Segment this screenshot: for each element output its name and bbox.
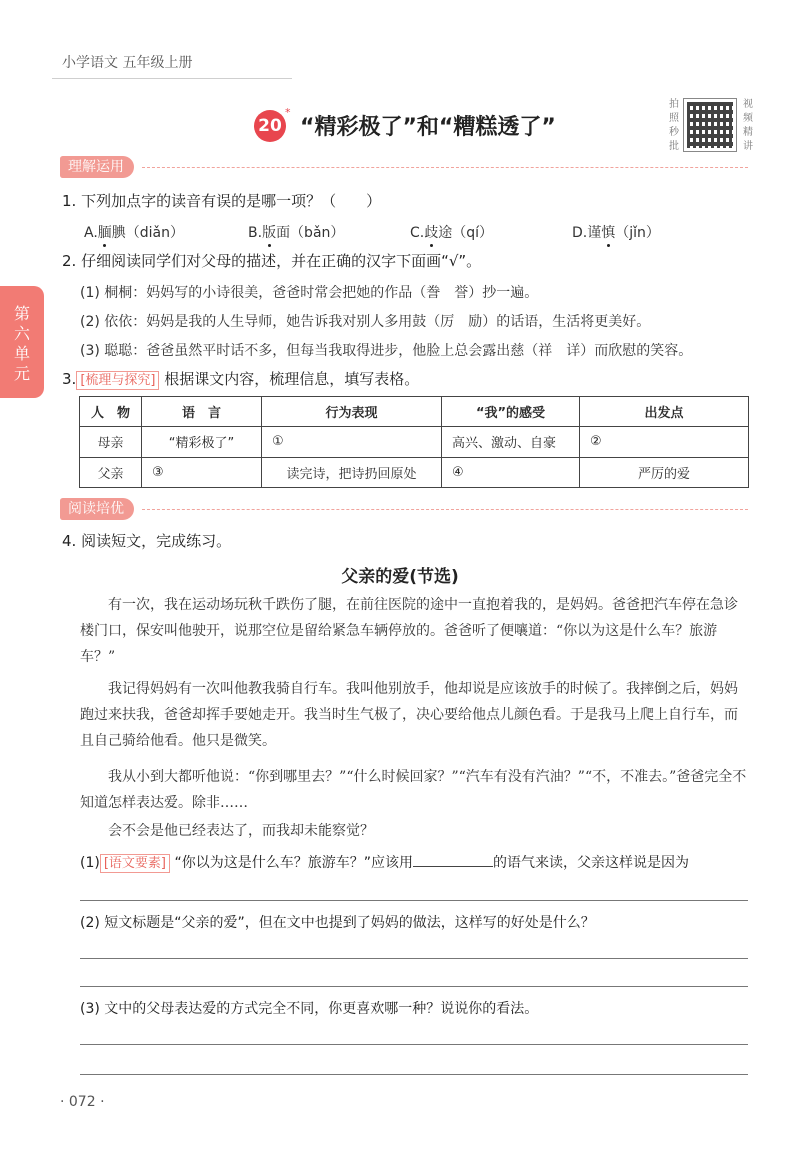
info-table xyxy=(79,396,749,488)
reading-paragraph-2: 我记得妈妈有一次叫他教我骑自行车。我叫他别放手，他却说是应该放手的时候了。我摔倒之后，妈妈跑过来扶我，爸爸却挥手要她走开。我当时生气极了，决心要给他点儿颜色看。于是我马上爬上自行车，而且自己骑给他看。他只是微笑。 xyxy=(80,681,738,749)
q4-sub3: (3) 文中的父母表达爱的方式完全不同，你更喜欢哪一种？说说你的看法。 xyxy=(80,1001,539,1017)
section-tag-reading: 阅读培优 xyxy=(60,498,134,520)
table-answer-cell[interactable]: ③ xyxy=(142,457,262,487)
reading-paragraph-3: 我从小到大都听他说：“你到哪里去？”“什么时候回家？”“汽车有没有汽油？”“不，不准去。”爸爸完全不知道怎样表达爱。除非…… xyxy=(80,769,747,811)
qr-left-label: 拍 照 秒 批 xyxy=(669,99,679,152)
section-divider xyxy=(142,167,748,168)
page-number: · 072 · xyxy=(60,1094,105,1110)
q2-item-1: (1) 桐桐：妈妈写的小诗很美，爸爸时常会把她的作品（誊 誉）抄一遍。 xyxy=(80,285,539,301)
table-answer-cell[interactable]: ① xyxy=(262,427,442,457)
q2-item-2: (2) 依依：妈妈是我的人生导师，她告诉我对别人多用鼓（厉 励）的话语，生活将更美好。 xyxy=(80,314,651,330)
q2-item-3: (3) 聪聪：爸爸虽然平时话不多，但每当我取得进步，他脸上总会露出慈（祥 详）而欣慰的笑容。 xyxy=(80,343,693,359)
lesson-number-badge: 20 xyxy=(254,110,286,142)
table-header-row: 人 物 语 言 行为表现 “我”的感受 出发点 xyxy=(80,397,749,427)
q4-stem: 4. 阅读短文，完成练习。 xyxy=(62,532,232,550)
header-divider xyxy=(52,78,292,79)
answer-line[interactable] xyxy=(80,986,748,987)
answer-line[interactable] xyxy=(80,1074,748,1075)
q4-sub2: (2) 短文标题是“父亲的爱”，但在文中也提到了妈妈的做法，这样写的好处是什么？ xyxy=(80,915,595,931)
reading-title: 父亲的爱(节选) xyxy=(341,567,459,587)
answer-line[interactable] xyxy=(80,900,748,901)
section-tag-understanding: 理解运用 xyxy=(60,156,134,178)
q2-stem: 2. 仔细阅读同学们对父母的描述，并在正确的汉字下面画“√”。 xyxy=(62,252,482,270)
answer-line[interactable] xyxy=(80,1044,748,1045)
q1-option-a[interactable]: A.腼腆（diǎn） xyxy=(84,225,185,241)
q1-stem: 1. 下列加点字的读音有误的是哪一项？（ ） xyxy=(62,192,382,210)
answer-line[interactable] xyxy=(80,958,748,959)
qr-code-icon[interactable] xyxy=(683,98,737,152)
table-answer-cell[interactable]: ② xyxy=(580,427,749,457)
table-row: 母亲 “精彩极了” ① 高兴、激动、自豪 ② xyxy=(80,427,749,457)
q3-tag: [梳理与探究] xyxy=(76,371,159,390)
section-divider xyxy=(142,509,748,510)
reading-paragraph-1: 有一次，我在运动场玩秋千跌伤了腿，在前往医院的途中一直抱着我的，是妈妈。爸爸把汽车停在急诊楼门口，保安叫他驶开，说那空位是留给紧急车辆停放的。爸爸听了便嚷道：“你以为这是什么车？旅游车？” xyxy=(80,597,738,665)
q1-option-d[interactable]: D.谨慎（jǐn） xyxy=(572,225,660,241)
table-row: 父亲 ③ 读完诗，把诗扔回原处 ④ 严厉的爱 xyxy=(80,457,749,487)
q1-option-c[interactable]: C.歧途（qí） xyxy=(410,225,494,241)
lesson-star-mark: * xyxy=(285,106,291,119)
lesson-title: “精彩极了”和“糟糕透了” xyxy=(300,115,556,140)
q3-stem: 3. [梳理与探究] 根据课文内容，梳理信息，填写表格。 xyxy=(62,370,420,388)
q4-sub1: (1) [语文要素] “你以为这是什么车？旅游车？”应该用 的语气来读，父亲这样说是因为 xyxy=(80,855,689,871)
unit-side-label: 第 六 单 元 xyxy=(13,304,30,383)
reading-paragraph-4: 会不会是他已经表达了，而我却未能察觉？ xyxy=(108,823,374,839)
q4-sub1-tag: [语文要素] xyxy=(100,854,170,873)
tone-blank[interactable] xyxy=(413,866,493,867)
q1-option-b[interactable]: B.版面（bǎn） xyxy=(248,225,345,241)
qr-right-label: 视 频 精 讲 xyxy=(743,99,753,152)
table-answer-cell[interactable]: ④ xyxy=(442,457,580,487)
book-header: 小学语文 五年级上册 xyxy=(62,55,193,71)
